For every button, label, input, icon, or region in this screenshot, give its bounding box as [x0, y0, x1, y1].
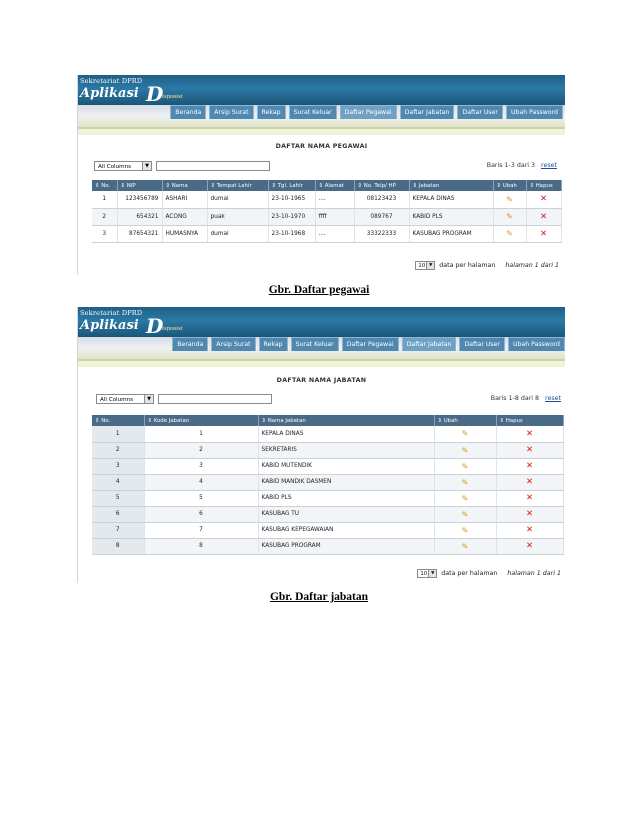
- cell-nama-jabatan: KABID MANDIK DASMEN: [258, 474, 434, 490]
- table-row: [92, 490, 563, 506]
- cell-nip: 654321: [117, 208, 162, 225]
- col-nama[interactable]: ⇕ Nama: [162, 180, 207, 191]
- row-count: Baris 1-3 dari 3: [486, 162, 536, 169]
- cell-hapus: [496, 538, 563, 554]
- col-label: Ubah: [443, 417, 458, 424]
- screenshot-daftar-pegawai: [77, 75, 565, 275]
- page-title: DAFTAR NAMA JABATAN: [276, 377, 367, 384]
- cell-no: 1: [92, 191, 117, 208]
- chevron-down-icon: ▼: [142, 162, 151, 170]
- pager: [415, 261, 559, 270]
- logo-emblem-small: isposisi: [162, 326, 183, 332]
- nav-daftar-pegawai[interactable]: Daftar Pegawai: [340, 105, 397, 119]
- cell-hapus: [496, 506, 563, 522]
- cell-no: 4: [92, 474, 144, 490]
- cell-nama-jabatan: KABID MUTENDIK: [258, 458, 434, 474]
- nav-surat-keluar[interactable]: Surat Keluar: [289, 105, 337, 119]
- col-tempat-lahir[interactable]: ⇕ Tempat Lahir: [207, 180, 268, 191]
- nav-arsip-surat[interactable]: Arsip Surat: [209, 105, 253, 119]
- cell-ubah: [493, 225, 526, 242]
- col-ubah[interactable]: ⇕ Ubah: [434, 415, 496, 426]
- cell-nama-jabatan: KEPALA DINAS: [258, 426, 434, 442]
- col-label: Kode Jabatan: [153, 417, 190, 424]
- pencil-icon[interactable]: ✎: [461, 461, 469, 471]
- cell-hapus: [526, 191, 561, 208]
- table-header: [92, 415, 563, 426]
- cell-kode: 7: [144, 522, 258, 538]
- cell-jabatan: KEPALA DINAS: [409, 191, 493, 208]
- pencil-icon[interactable]: ✎: [461, 525, 469, 535]
- table-row: [92, 458, 563, 474]
- page-title: DAFTAR NAMA PEGAWAI: [275, 143, 368, 150]
- cell-kode: 6: [144, 506, 258, 522]
- app-subtitle: Sekretariat DPRD: [80, 77, 143, 85]
- col-hapus[interactable]: ⇕ Hapus: [526, 180, 561, 191]
- cell-nama: ASHARI: [162, 191, 207, 208]
- cell-ubah: [434, 442, 496, 458]
- app-logo-text: Aplikasi: [80, 318, 139, 333]
- cell-kode: 1: [144, 426, 258, 442]
- logo-emblem-small: isposisi: [162, 94, 183, 100]
- col-telp[interactable]: ⇕ No. Telp/ HP: [354, 180, 409, 191]
- cell-alamat: ....: [315, 225, 354, 242]
- cell-nama-jabatan: KASUBAG TU: [258, 506, 434, 522]
- cell-tempat-lahir: dumai: [207, 225, 268, 242]
- delete-x-icon[interactable]: ✕: [525, 445, 534, 455]
- cell-no: 8: [92, 538, 144, 554]
- table-row: [92, 225, 561, 242]
- row-count: Baris 1-8 dari 8: [490, 395, 540, 402]
- logo-emblem-icon: [146, 314, 183, 338]
- col-label: Alamat: [324, 182, 344, 189]
- table-row: [92, 522, 563, 538]
- cell-kode: 2: [144, 442, 258, 458]
- table-row: [92, 538, 563, 554]
- page-info: halaman 1 dari 1: [505, 262, 559, 269]
- per-page-select[interactable]: [417, 569, 437, 578]
- cell-no: 2: [92, 208, 117, 225]
- nav-rekap[interactable]: Rekap: [257, 105, 286, 119]
- row-info: [491, 395, 561, 402]
- pencil-icon[interactable]: ✎: [506, 229, 513, 238]
- col-label: No.: [101, 182, 111, 189]
- screenshot-daftar-jabatan: [77, 307, 565, 583]
- table-row: [92, 191, 561, 208]
- col-kode-jabatan[interactable]: ⇕ Kode Jabatan: [144, 415, 258, 426]
- page-info: halaman 1 dari 1: [507, 570, 561, 577]
- cell-hapus: [496, 442, 563, 458]
- pager: [417, 569, 561, 578]
- col-label: Jabatan: [418, 182, 440, 189]
- pencil-icon[interactable]: ✎: [461, 429, 469, 439]
- nav-rekap[interactable]: Rekap: [259, 337, 288, 351]
- pencil-icon[interactable]: ✎: [506, 194, 513, 204]
- cell-ubah: [434, 506, 496, 522]
- col-label: No. Telp/ HP: [363, 182, 396, 189]
- search-input[interactable]: [156, 161, 270, 171]
- delete-x-icon[interactable]: ✕: [525, 541, 534, 551]
- pencil-icon[interactable]: ✎: [506, 212, 513, 221]
- col-label: Hapus: [535, 182, 553, 189]
- app-header: [78, 75, 565, 116]
- col-no[interactable]: ⇕ No.: [92, 415, 144, 426]
- cell-tempat-lahir: puak: [207, 208, 268, 225]
- delete-x-icon[interactable]: ✕: [525, 428, 534, 439]
- cell-ubah: [493, 191, 526, 208]
- logo-emblem-letter: D: [146, 314, 164, 338]
- delete-x-icon[interactable]: ✕: [525, 525, 534, 535]
- col-label: Ubah: [502, 182, 517, 189]
- chevron-down-icon: ▼: [144, 395, 153, 403]
- nav-beranda[interactable]: Beranda: [170, 105, 206, 119]
- col-label: Nama: [171, 182, 188, 189]
- delete-x-icon[interactable]: ✕: [539, 228, 548, 239]
- nav-ubah-password[interactable]: Ubah Password: [508, 337, 565, 351]
- caption-jabatan: Gbr. Daftar jabatan: [269, 591, 369, 603]
- cell-kode: 5: [144, 490, 258, 506]
- cell-ubah: [434, 458, 496, 474]
- jabatan-rows: [92, 426, 563, 554]
- column-filter-value: All Columns: [100, 397, 134, 403]
- logo-emblem-icon: [146, 82, 183, 106]
- app-subtitle: Sekretariat DPRD: [80, 309, 143, 317]
- search-input[interactable]: [158, 394, 272, 404]
- app-header: [78, 307, 565, 348]
- cell-alamat: ....: [315, 191, 354, 208]
- cell-hapus: [526, 225, 561, 242]
- pencil-icon[interactable]: ✎: [461, 493, 469, 503]
- reset-link[interactable]: reset: [541, 162, 557, 169]
- table-row: [92, 442, 563, 458]
- delete-x-icon[interactable]: ✕: [525, 493, 534, 503]
- per-page-value: 10: [420, 571, 428, 577]
- main-nav: [172, 337, 565, 351]
- table-row: [92, 506, 563, 522]
- cell-telp: 089767: [354, 208, 409, 225]
- col-label: Nama Jabatan: [267, 417, 306, 424]
- content-area: [78, 367, 565, 583]
- cell-jabatan: KASUBAG PROGRAM: [409, 225, 493, 242]
- column-filter-select[interactable]: [94, 161, 152, 171]
- cell-tempat-lahir: dumai: [207, 191, 268, 208]
- caption-pegawai: Gbr. Daftar pegawai: [268, 284, 370, 296]
- table-row: [92, 208, 561, 225]
- cell-hapus: [496, 474, 563, 490]
- main-nav: [170, 105, 563, 119]
- app-logo-text: Aplikasi: [80, 86, 139, 101]
- cell-alamat: ffff: [315, 208, 354, 225]
- table-row: [92, 474, 563, 490]
- cell-ubah: [434, 426, 496, 442]
- delete-x-icon[interactable]: ✕: [525, 461, 534, 471]
- col-alamat[interactable]: ⇕ Alamat: [315, 180, 354, 191]
- per-page-select[interactable]: [415, 261, 435, 270]
- cell-nama-jabatan: KASUBAG PROGRAM: [258, 538, 434, 554]
- cell-tgl-lahir: 23-10-1968: [268, 225, 315, 242]
- cell-kode: 3: [144, 458, 258, 474]
- cell-ubah: [493, 208, 526, 225]
- app-logo: [80, 86, 139, 101]
- cell-hapus: [496, 458, 563, 474]
- cell-hapus: [496, 522, 563, 538]
- cell-hapus: [496, 426, 563, 442]
- nav-daftar-jabatan[interactable]: Daftar Jabatan: [400, 105, 455, 119]
- col-label: NIP: [126, 182, 136, 189]
- cell-jabatan: KABID PLS: [409, 208, 493, 225]
- col-nama-jabatan[interactable]: ⇕ Nama Jabatan: [258, 415, 434, 426]
- delete-x-icon[interactable]: ✕: [539, 211, 548, 222]
- jabatan-table: [92, 415, 564, 555]
- nav-daftar-user[interactable]: Daftar User: [459, 337, 504, 351]
- col-ubah[interactable]: ⇕ Ubah: [493, 180, 526, 191]
- pencil-icon[interactable]: ✎: [461, 445, 469, 455]
- logo-emblem-letter: D: [146, 82, 164, 106]
- cell-no: 7: [92, 522, 144, 538]
- pencil-icon[interactable]: ✎: [461, 541, 469, 551]
- pegawai-table: [92, 180, 562, 243]
- nav-surat-keluar[interactable]: Surat Keluar: [291, 337, 339, 351]
- table-row: [92, 426, 563, 442]
- column-filter-value: All Columns: [98, 164, 132, 170]
- delete-x-icon[interactable]: ✕: [525, 509, 534, 519]
- col-nip[interactable]: ⇕ NIP: [117, 180, 162, 191]
- col-tgl-lahir[interactable]: ⇕ Tgl. Lahir: [268, 180, 315, 191]
- nav-ubah-password[interactable]: Ubah Password: [506, 105, 563, 119]
- delete-x-icon[interactable]: ✕: [539, 194, 548, 205]
- cell-kode: 8: [144, 538, 258, 554]
- cell-hapus: [496, 490, 563, 506]
- col-label: Tempat Lahir: [216, 182, 252, 189]
- per-page-label: data per halaman: [441, 570, 498, 577]
- cell-no: 3: [92, 458, 144, 474]
- pegawai-rows: [92, 191, 561, 242]
- delete-x-icon[interactable]: ✕: [525, 477, 534, 487]
- cell-ubah: [434, 522, 496, 538]
- nav-daftar-user[interactable]: Daftar User: [457, 105, 502, 119]
- cell-nama: HUMASNYA: [162, 225, 207, 242]
- col-label: Hapus: [505, 417, 523, 424]
- cell-tgl-lahir: 23-10-1965: [268, 191, 315, 208]
- cell-no: 5: [92, 490, 144, 506]
- per-page-label: data per halaman: [439, 262, 496, 269]
- col-label: No.: [101, 417, 111, 424]
- cell-nip: 123456789: [117, 191, 162, 208]
- cell-hapus: [526, 208, 561, 225]
- nav-daftar-jabatan[interactable]: Daftar Jabatan: [402, 337, 457, 351]
- pencil-icon[interactable]: ✎: [461, 477, 469, 487]
- col-no[interactable]: ⇕ No.: [92, 180, 117, 191]
- cell-no: 2: [92, 442, 144, 458]
- cell-nip: 87654321: [117, 225, 162, 242]
- cell-ubah: [434, 538, 496, 554]
- col-hapus[interactable]: ⇕ Hapus: [496, 415, 563, 426]
- nav-beranda[interactable]: Beranda: [172, 337, 208, 351]
- cell-ubah: [434, 490, 496, 506]
- cell-telp: 08123423: [354, 191, 409, 208]
- nav-arsip-surat[interactable]: Arsip Surat: [211, 337, 255, 351]
- cell-ubah: [434, 474, 496, 490]
- cell-no: 6: [92, 506, 144, 522]
- cell-nama-jabatan: KASUBAG KEPEGAWAIAN: [258, 522, 434, 538]
- cell-nama: ACONG: [162, 208, 207, 225]
- cell-kode: 4: [144, 474, 258, 490]
- table-header: [92, 180, 561, 191]
- cell-nama-jabatan: KABID PLS: [258, 490, 434, 506]
- per-page-value: 10: [418, 263, 426, 269]
- col-jabatan[interactable]: ⇕ Jabatan: [409, 180, 493, 191]
- chevron-down-icon: ▼: [426, 262, 434, 269]
- col-label: Tgl. Lahir: [277, 182, 303, 189]
- cell-no: 3: [92, 225, 117, 242]
- cell-nama-jabatan: SEKRETARIS: [258, 442, 434, 458]
- column-filter-select[interactable]: [96, 394, 154, 404]
- chevron-down-icon: ▼: [428, 570, 436, 577]
- content-area: [78, 135, 565, 275]
- cell-tgl-lahir: 23-10-1970: [268, 208, 315, 225]
- reset-link[interactable]: reset: [545, 395, 561, 402]
- pencil-icon[interactable]: ✎: [461, 509, 469, 519]
- cell-telp: 33322333: [354, 225, 409, 242]
- row-info: [487, 162, 557, 169]
- app-logo: [80, 318, 139, 333]
- cell-no: 1: [92, 426, 144, 442]
- nav-daftar-pegawai[interactable]: Daftar Pegawai: [342, 337, 399, 351]
